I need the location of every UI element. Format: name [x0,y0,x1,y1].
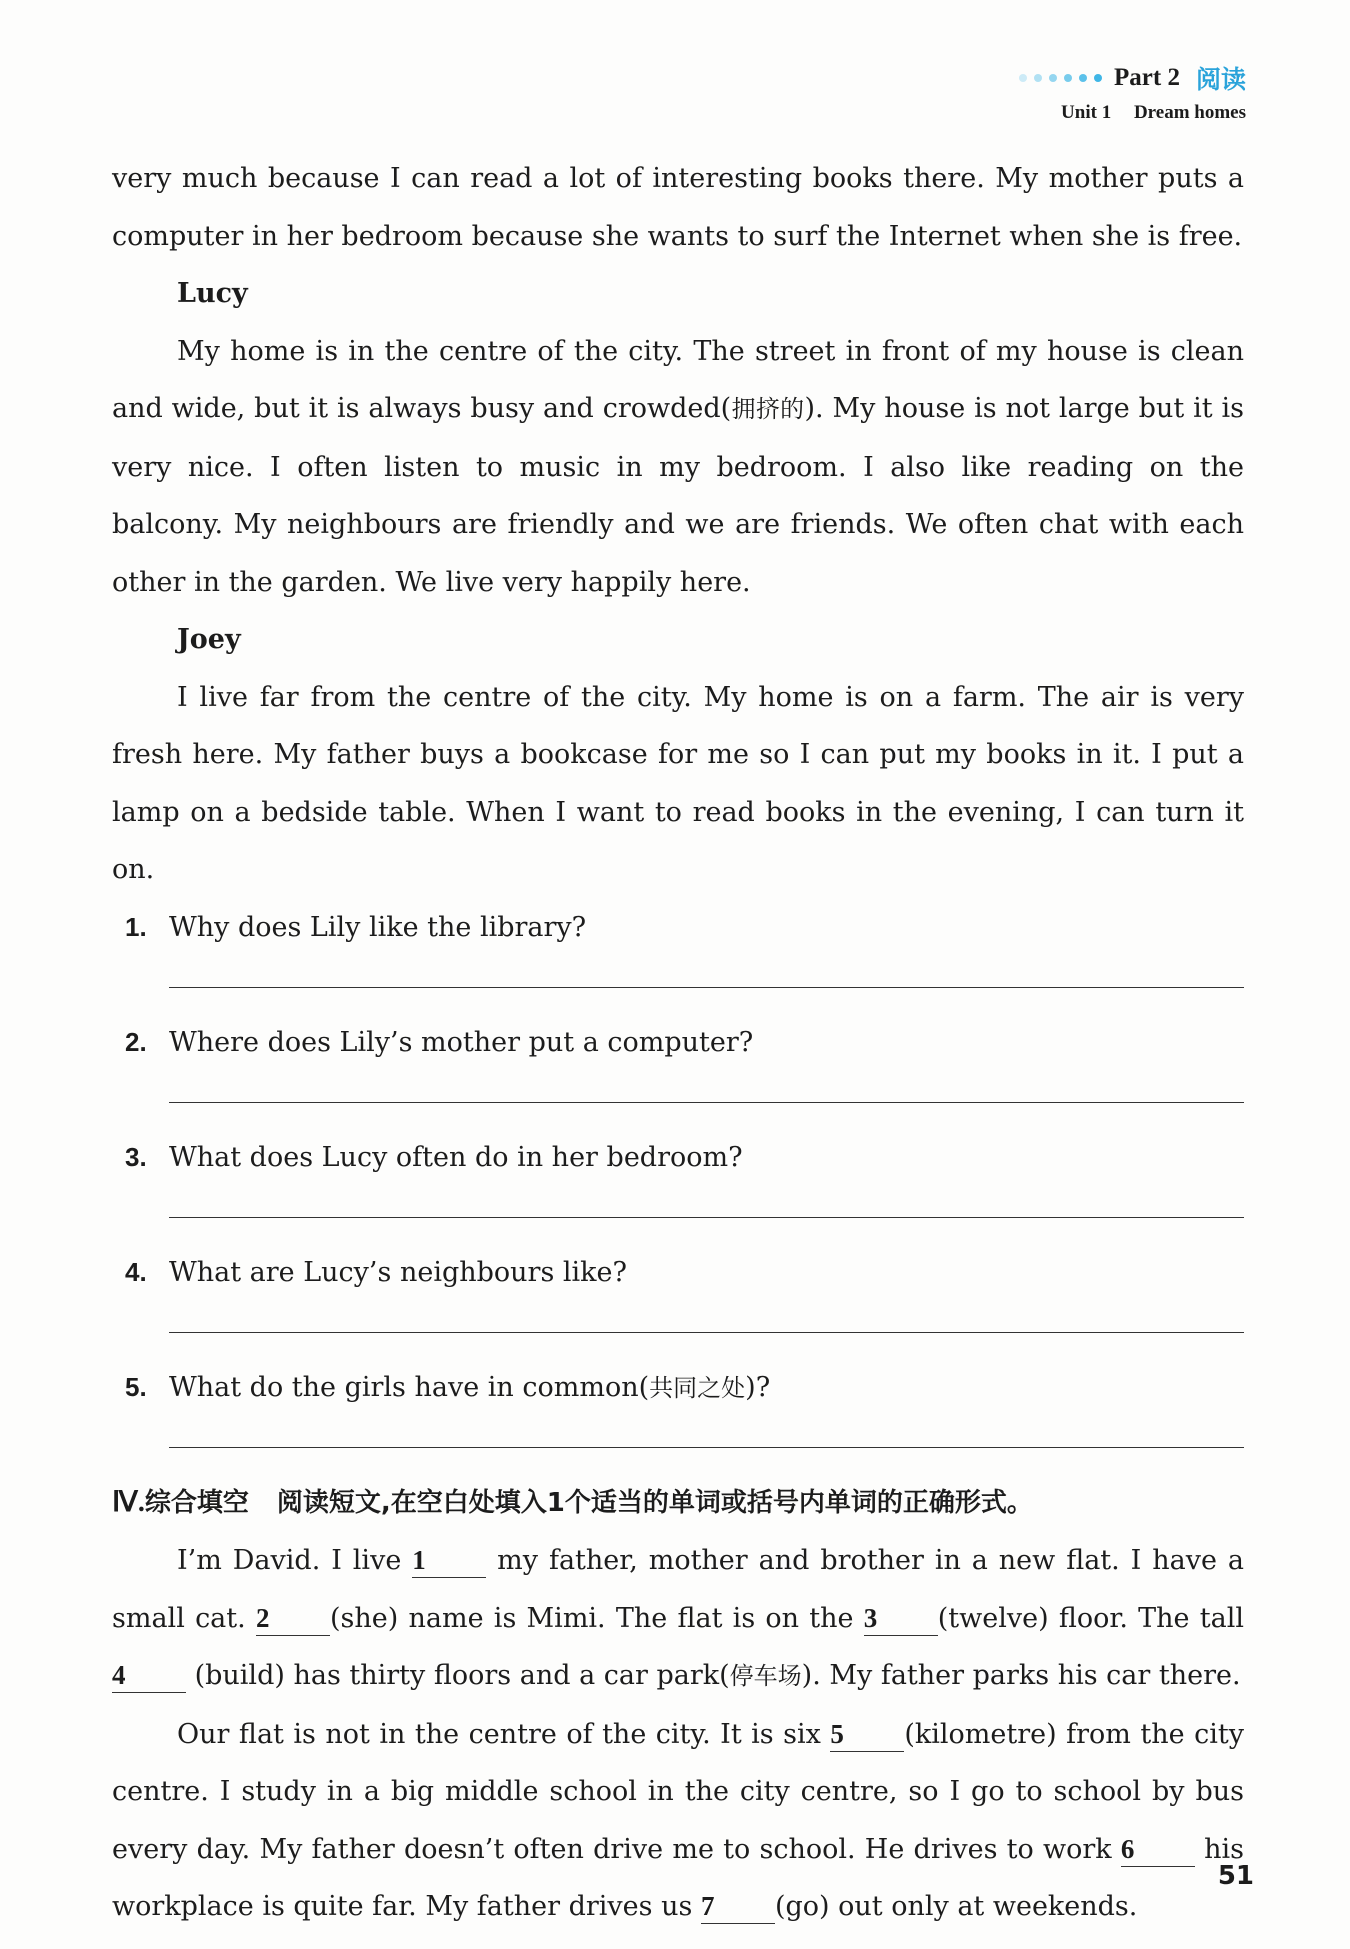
header-part-line [1019,60,1246,96]
question-item [112,1014,1244,1129]
question-item [112,1129,1244,1244]
blank-6[interactable]: 6 [1121,1832,1195,1867]
answer-line[interactable] [169,1332,1244,1333]
lucy-text-b: ). My house is not large but it is very nice. I often listen to music in my bedroom. I also like reading on the balcony. My neighbours are friendly and we are friends. We often chat with each other in the garden. We live very happily here. [112,393,1244,598]
lucy-name: Lucy [177,278,248,309]
blank-1[interactable]: 1 [412,1543,486,1578]
blank-2[interactable]: 2 [256,1601,330,1636]
lucy-paragraph [112,323,1244,612]
blank-4[interactable]: 4 [112,1658,186,1693]
joey-paragraph: I live far from the centre of the city. My home is on a farm. The air is very fresh here. My father buys a bookcase for me so I can put my books in it. I put a lamp on a bedside table. When I want to read books in the evening, I can turn it on. [112,681,1244,885]
cloze-text-cn: 停车场 [729,1662,802,1690]
dot [1049,74,1057,82]
cloze-text: ). My father parks his car there. [801,1660,1241,1691]
dot [1034,74,1042,82]
unit-title: Dream homes [1133,102,1246,123]
section-instruction: 阅读短文,在空白处填入1个适当的单词或括号内单词的正确形式。 [276,1487,1033,1518]
question-text-b: )? [745,1371,771,1403]
cloze-text: Our flat is not in the centre of the city. It is six [177,1718,821,1750]
cloze-text: (kilometre) from the city centre. I study in a big middle school in the city centre, so I go to school by bus every day. My father doesn’t often drive me to school. He drives to work [112,1718,1244,1865]
cloze-text: my father, mother and brother in a new flat. I have a small cat. [112,1545,1244,1634]
blank-3[interactable]: 3 [864,1601,938,1636]
cloze-paragraph-1 [112,1532,1244,1706]
decorative-dots [1019,74,1102,82]
question-number: 4. [125,1256,147,1287]
section-title-text: 综合填空 [144,1487,249,1518]
cloze-text: (twelve) floor. The tall [937,1602,1244,1634]
question-text-cn: 共同之处 [649,1373,746,1402]
question-item [112,1244,1244,1359]
main-content [112,150,1244,1936]
dot [1064,74,1072,82]
part-label: Part 2 [1114,64,1180,91]
dot [1094,74,1102,82]
question-text: What does Lucy often do in her bedroom? [169,1141,743,1173]
passage-continuation: very much because I can read a lot of interesting books there. My mother puts a computer in her bedroom because she wants to surf the Internet when she is free. [112,163,1244,252]
header-unit-line [1019,102,1246,124]
joey-name: Joey [177,624,241,655]
question-number: 3. [125,1141,147,1172]
answer-line[interactable] [169,1447,1244,1448]
question-text-a: What do the girls have in common( [169,1371,650,1403]
cloze-text: I’m David. I live [177,1545,402,1576]
section-4-title [112,1474,1244,1533]
cloze-text: his workplace is quite far. My father drives us [112,1833,1244,1922]
question-number: 5. [125,1371,147,1402]
question-list [112,899,1244,1474]
question-text: What are Lucy’s neighbours like? [169,1256,627,1288]
lucy-text-a: My home is in the centre of the city. The street in front of my house is clean and wide, but it is always busy and crowded( [112,335,1244,424]
question-number: 2. [125,1026,147,1057]
lucy-text-cn: 拥挤的 [731,395,805,423]
answer-line[interactable] [169,1102,1244,1103]
question-text [169,1359,770,1418]
cloze-text: (she) name is Mimi. The flat is on the [329,1602,854,1634]
part-cn-label: 阅读 [1195,65,1246,94]
cloze-paragraph-2 [112,1706,1244,1936]
blank-7[interactable]: 7 [701,1889,775,1924]
question-text: Why does Lily like the library? [169,911,587,943]
dot [1019,74,1027,82]
question-item [112,899,1244,1014]
question-number: 1. [125,911,147,942]
dot [1079,74,1087,82]
question-text: Where does Lily’s mother put a computer? [169,1026,754,1058]
page-header [1019,60,1246,124]
question-item [112,1359,1244,1474]
answer-line[interactable] [169,987,1244,988]
unit-label: Unit 1 [1061,102,1112,123]
cloze-text: (go) out only at weekends. [774,1891,1138,1922]
cloze-text: (build) has thirty floors and a car park( [194,1660,730,1691]
section-numeral: Ⅳ. [112,1486,145,1518]
answer-line[interactable] [169,1217,1244,1218]
blank-5[interactable]: 5 [830,1717,904,1752]
page-number: 51 [1217,1861,1254,1891]
